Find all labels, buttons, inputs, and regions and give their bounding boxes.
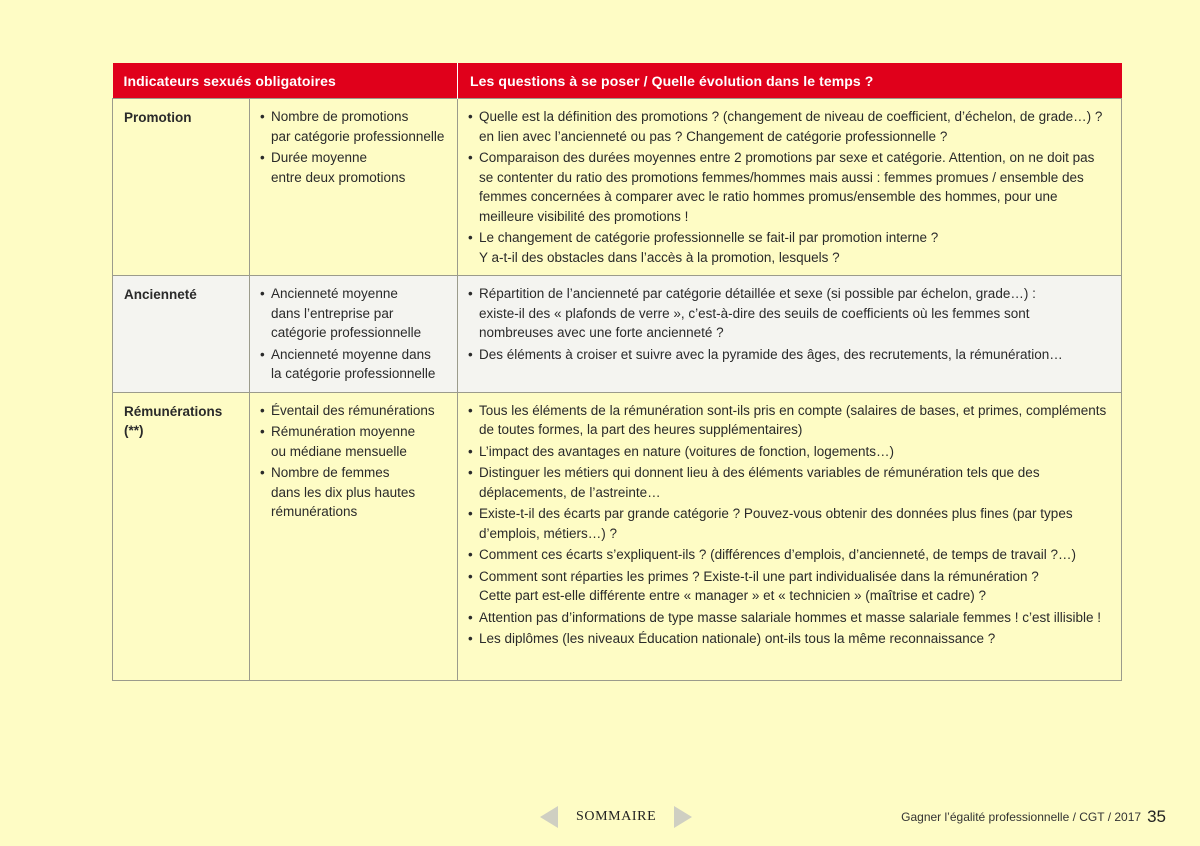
row-questions — [458, 276, 1122, 393]
header-indicators: Indicateurs sexués obligatoires — [113, 63, 458, 99]
list-item: • L’impact des avantages en nature (voitures de fonction, logements…) — [468, 442, 1107, 462]
sommaire-link[interactable]: SOMMAIRE — [576, 809, 657, 824]
list-item: • Comment sont réparties les primes ? Existe-t-il une part individualisée dans la rémunération ? Cette part est-elle différente entre « manager » et « technicien » (maîtrise et cadre) ? — [468, 567, 1107, 606]
question-list — [468, 107, 1107, 267]
row-indicators — [250, 392, 458, 680]
list-item: • Quelle est la définition des promotions ? (changement de niveau de coefficient, d’échelon, de grade…) ? en lien avec l’ancienneté ou pas ? Changement de catégorie professionnelle ? — [468, 107, 1107, 146]
row-indicators — [250, 276, 458, 393]
list-item: • Comparaison des durées moyennes entre 2 promotions par sexe et catégorie. Attention, on ne doit pas se contenter du ratio des promotions femmes/hommes mais aussi : femmes promues / ensemble des femmes concernées à comparer avec le ratio hommes promus/ensemble des hommes, pour une meilleure visibilité des promotions ! — [468, 148, 1107, 226]
list-item: • Distinguer les métiers qui donnent lieu à des éléments variables de rémunération tels que des déplacements, de l’astreinte… — [468, 463, 1107, 502]
triangle-left-icon[interactable] — [540, 806, 558, 828]
row-category: Rémunérations (**) — [113, 392, 250, 680]
list-item: • Existe-t-il des écarts par grande catégorie ? Pouvez-vous obtenir des données plus fines (par types d’emplois, métiers…) ? — [468, 504, 1107, 543]
row-category: Ancienneté — [113, 276, 250, 393]
list-item: • Ancienneté moyenne dans l’entreprise par catégorie professionnelle — [260, 284, 449, 343]
list-item: • Nombre de promotions par catégorie professionnelle — [260, 107, 449, 146]
table-row — [113, 99, 1122, 276]
footer-document-info — [901, 806, 1166, 828]
row-indicators — [250, 99, 458, 276]
list-item: • Attention pas d’informations de type masse salariale hommes et masse salariale femmes ! c’est illisible ! — [468, 608, 1107, 628]
footer-navigation — [540, 806, 692, 828]
list-item: • Comment ces écarts s’expliquent-ils ? (différences d’emplois, d’ancienneté, de temps de travail ?…) — [468, 545, 1107, 565]
triangle-right-icon[interactable] — [674, 806, 692, 828]
row-questions — [458, 99, 1122, 276]
list-item: • Répartition de l’ancienneté par catégorie détaillée et sexe (si possible par échelon, grade…) : existe-il des « plafonds de verre », c’est-à-dire des seuils de coefficients où les femmes sont nombreuses avec une forte ancienneté ? — [468, 284, 1107, 343]
list-item: • Éventail des rémunérations — [260, 401, 449, 421]
question-list — [468, 401, 1107, 649]
indicator-list — [260, 107, 449, 187]
header-questions: Les questions à se poser / Quelle évolution dans le temps ? — [458, 63, 1122, 99]
table-header-row — [113, 63, 1122, 99]
indicators-table — [112, 63, 1122, 681]
row-category: Promotion — [113, 99, 250, 276]
list-item: • Rémunération moyenne ou médiane mensuelle — [260, 422, 449, 461]
list-item: • Le changement de catégorie professionnelle se fait-il par promotion interne ? Y a-t-il des obstacles dans l’accès à la promotion, lesquels ? — [468, 228, 1107, 267]
question-list — [468, 284, 1107, 364]
list-item: • Les diplômes (les niveaux Éducation nationale) ont-ils tous la même reconnaissance ? — [468, 629, 1107, 649]
document-title: Gagner l’égalité professionnelle / CGT / 2017 — [901, 810, 1142, 824]
page-number: 35 — [1147, 807, 1166, 826]
list-item: • Nombre de femmes dans les dix plus hautes rémunérations — [260, 463, 449, 522]
list-item: • Ancienneté moyenne dans la catégorie professionnelle — [260, 345, 449, 384]
row-questions — [458, 392, 1122, 680]
indicator-list — [260, 284, 449, 384]
list-item: • Tous les éléments de la rémunération sont-ils pris en compte (salaires de bases, et primes, compléments de toutes formes, la part des heures supplémentaires) — [468, 401, 1107, 440]
list-item: • Des éléments à croiser et suivre avec la pyramide des âges, des recrutements, la rémunération… — [468, 345, 1107, 365]
table-row — [113, 276, 1122, 393]
indicator-list — [260, 401, 449, 522]
list-item: • Durée moyenne entre deux promotions — [260, 148, 449, 187]
table-row — [113, 392, 1122, 680]
